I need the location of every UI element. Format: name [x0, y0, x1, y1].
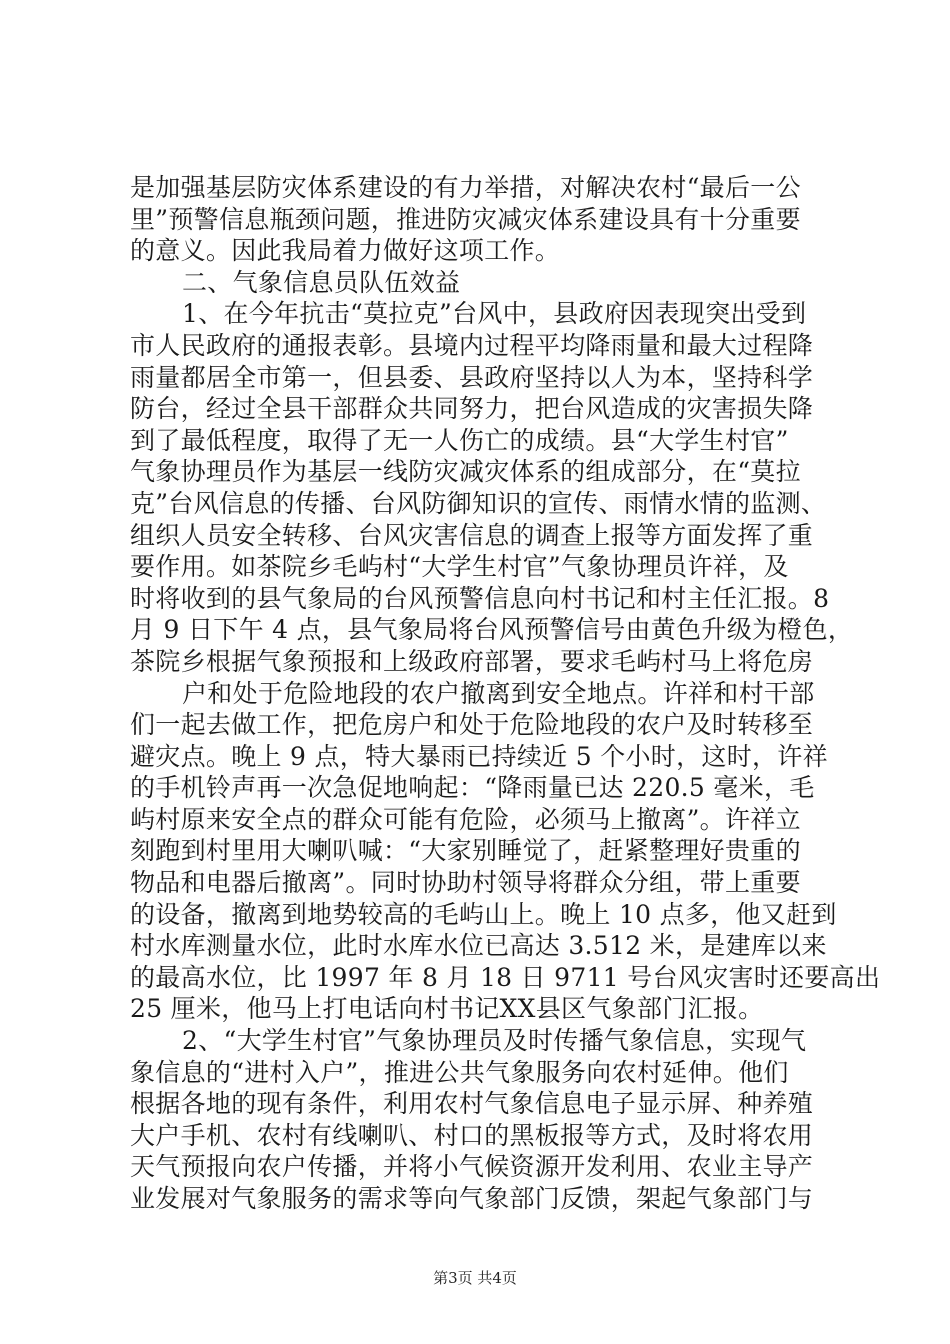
text-line: 避灾点。晚上 9 点，特大暴雨已持续近 5 个小时，这时，许祥: [130, 741, 828, 771]
text-line: 的手机铃声再一次急促地响起：“降雨量已达 220.5 毫米，毛: [130, 773, 815, 803]
text-line: 大户手机、农村有线喇叭、村口的黑板报等方式，及时将农用: [130, 1120, 814, 1150]
text-line: 防台，经过全县干部群众共同努力，把台风造成的灾害损失降: [130, 394, 814, 424]
text-line: 是加强基层防灾体系建设的有力举措，对解决农村“最后一公: [130, 173, 801, 202]
text-line: 象信息的“进村入户”，推进公共气象服务向农村延伸。他们: [130, 1057, 789, 1087]
text-line: 25 厘米，他马上打电话向村书记XX县区气象部门汇报。: [130, 994, 764, 1024]
document-body: [130, 172, 881, 1215]
text-line: 物品和电器后撤离”。同时协助村领导将群众分组，带上重要: [130, 868, 801, 898]
text-line: 茶院乡根据气象预报和上级政府部署，要求毛屿村马上将危房: [130, 646, 814, 676]
text-line: 的意义。因此我局着力做好这项工作。: [130, 236, 561, 266]
text-line: 气象协理员作为基层一线防灾减灾体系的组成部分，在“莫拉: [130, 457, 801, 487]
text-line: 户和处于危险地段的农户撤离到安全地点。许祥和村干部: [182, 678, 815, 708]
text-line: 屿村原来安全点的群众可能有危险，必须马上撤离”。许祥立: [130, 804, 801, 834]
text-line: 月 9 日下午 4 点，县气象局将台风预警信号由黄色升级为橙色，: [130, 615, 854, 645]
text-line: 天气预报向农户传播，并将小气候资源开发利用、农业主导产: [130, 1152, 814, 1182]
text-line: 的最高水位，比 1997 年 8 月 18 日 9711 号台风灾害时还要高出: [130, 962, 881, 992]
text-line: 2、“大学生村官”气象协理员及时传播气象信息，实现气: [182, 1026, 807, 1056]
text-line: 们一起去做工作，把危房户和处于危险地段的农户及时转移至: [130, 710, 814, 740]
page-number-footer: 第3页 共4页: [433, 1269, 517, 1287]
text-line: 克”台风信息的传播、台风防御知识的宣传、雨情水情的监测、: [130, 488, 827, 518]
text-line: 要作用。如茶院乡毛屿村“大学生村官”气象协理员许祥，及: [130, 552, 789, 582]
text-line: 根据各地的现有条件，利用农村气象信息电子显示屏、种养殖: [130, 1089, 814, 1119]
text-line: 市人民政府的通报表彰。县境内过程平均降雨量和最大过程降: [130, 330, 814, 360]
text-line: 刻跑到村里用大喇叭喊：“大家别睡觉了，赶紧整理好贵重的: [130, 836, 801, 866]
text-line: 的设备，撤离到地势较高的毛屿山上。晚上 10 点多，他又赶到: [130, 899, 837, 929]
text-line: 组织人员安全转移、台风灾害信息的调查上报等方面发挥了重: [130, 520, 814, 550]
text-line: 到了最低程度，取得了无一人伤亡的成绩。县“大学生村官”: [130, 425, 789, 455]
text-line: 雨量都居全市第一，但县委、县政府坚持以人为本，坚持科学: [130, 362, 814, 392]
text-line: 二、气象信息员队伍效益: [182, 267, 461, 297]
text-line: 村水库测量水位，此时水库水位已高达 3.512 米，是建库以来: [130, 931, 827, 961]
text-line: 时将收到的县气象局的台风预警信息向村书记和村主任汇报。8: [130, 583, 830, 613]
text-line: 1、在今年抗击“莫拉克”台风中，县政府因表现突出受到: [182, 299, 807, 329]
text-line: 里”预警信息瓶颈问题，推进防灾减灾体系建设具有十分重要: [130, 204, 801, 234]
text-line: 业发展对气象服务的需求等向气象部门反馈，架起气象部门与: [130, 1184, 814, 1213]
